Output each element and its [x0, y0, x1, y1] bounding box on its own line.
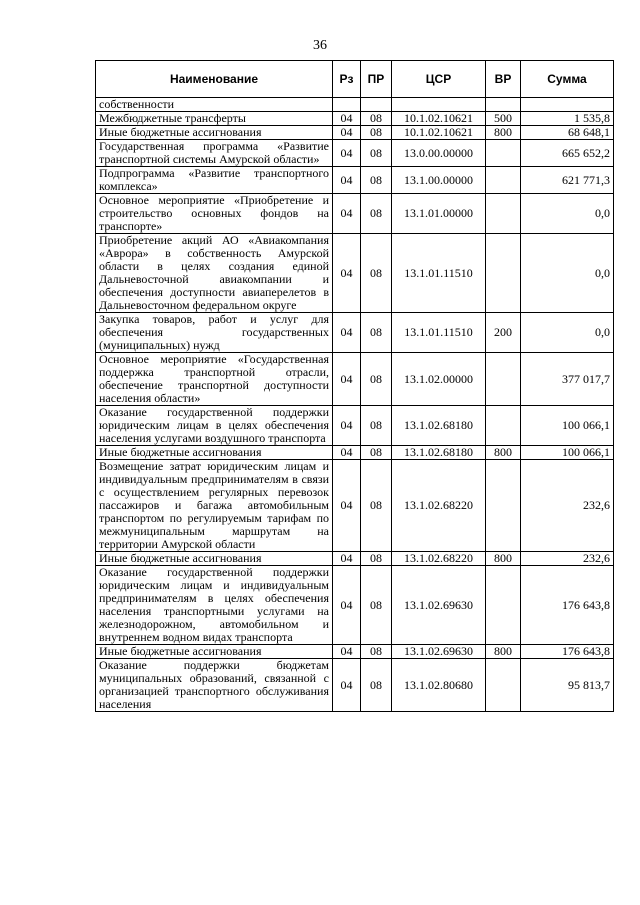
- table-row: [96, 140, 614, 167]
- cell-csr: 13.1.02.80680: [392, 659, 486, 712]
- cell-rz: 04: [333, 552, 361, 566]
- cell-rz: 04: [333, 234, 361, 313]
- cell-sum: 176 643,8: [521, 645, 614, 659]
- cell-csr: 13.1.01.00000: [392, 194, 486, 234]
- cell-pr: 08: [361, 167, 392, 194]
- cell-pr: 08: [361, 460, 392, 552]
- cell-name: собственности: [96, 98, 333, 112]
- cell-sum: 0,0: [521, 194, 614, 234]
- cell-rz: 04: [333, 313, 361, 353]
- cell-rz: 04: [333, 460, 361, 552]
- cell-vr: [486, 194, 521, 234]
- cell-vr: [486, 406, 521, 446]
- page-number: 36: [313, 38, 327, 53]
- cell-pr: 08: [361, 234, 392, 313]
- budget-table: [95, 60, 614, 712]
- cell-sum: 95 813,7: [521, 659, 614, 712]
- cell-pr: 08: [361, 659, 392, 712]
- cell-sum: 0,0: [521, 234, 614, 313]
- header-csr: ЦСР: [392, 61, 486, 98]
- cell-csr: 13.1.02.69630: [392, 566, 486, 645]
- cell-vr: [486, 167, 521, 194]
- cell-rz: 04: [333, 645, 361, 659]
- cell-name: Оказание государственной поддержки юридическим лицам и индивидуальным предпринимателям в целях обеспечения населения транспортными услугами на железнодорожном, автомобильном и внутреннем водном видах транспорта: [96, 566, 333, 645]
- cell-vr: 800: [486, 552, 521, 566]
- cell-csr: 10.1.02.10621: [392, 126, 486, 140]
- cell-sum: 665 652,2: [521, 140, 614, 167]
- cell-csr: 13.1.01.11510: [392, 313, 486, 353]
- header-rz: Рз: [333, 61, 361, 98]
- cell-pr: 08: [361, 566, 392, 645]
- cell-vr: 800: [486, 126, 521, 140]
- cell-name: Закупка товаров, работ и услуг для обеспечения государственных (муниципальных) нужд: [96, 313, 333, 353]
- cell-csr: 13.1.01.11510: [392, 234, 486, 313]
- header-sum: Сумма: [521, 61, 614, 98]
- cell-vr: 800: [486, 645, 521, 659]
- cell-pr: 08: [361, 552, 392, 566]
- cell-pr: 08: [361, 446, 392, 460]
- cell-pr: [361, 98, 392, 112]
- cell-rz: 04: [333, 194, 361, 234]
- cell-sum: 100 066,1: [521, 446, 614, 460]
- table-row: [96, 194, 614, 234]
- cell-rz: 04: [333, 167, 361, 194]
- cell-pr: 08: [361, 313, 392, 353]
- table-row: [96, 645, 614, 659]
- cell-sum: 377 017,7: [521, 353, 614, 406]
- cell-name: Иные бюджетные ассигнования: [96, 645, 333, 659]
- cell-vr: [486, 98, 521, 112]
- cell-name: Подпрограмма «Развитие транспортного комплекса»: [96, 167, 333, 194]
- cell-vr: [486, 659, 521, 712]
- cell-rz: 04: [333, 140, 361, 167]
- cell-name: Оказание государственной поддержки юридическим лицам в целях обеспечения населения услугами воздушного транспорта: [96, 406, 333, 446]
- cell-csr: 13.1.00.00000: [392, 167, 486, 194]
- cell-name: Оказание поддержки бюджетам муниципальных образований, связанной с организацией транспортного обслуживания населения: [96, 659, 333, 712]
- cell-name: Иные бюджетные ассигнования: [96, 552, 333, 566]
- cell-name: Государственная программа «Развитие транспортной системы Амурской области»: [96, 140, 333, 167]
- table-row: [96, 446, 614, 460]
- cell-csr: 13.1.02.69630: [392, 645, 486, 659]
- cell-csr: 13.1.02.68180: [392, 446, 486, 460]
- cell-vr: [486, 460, 521, 552]
- cell-vr: 800: [486, 446, 521, 460]
- table-row: [96, 353, 614, 406]
- cell-name: Иные бюджетные ассигнования: [96, 126, 333, 140]
- table-row: [96, 234, 614, 313]
- table-row: [96, 566, 614, 645]
- cell-csr: 13.1.02.68220: [392, 460, 486, 552]
- table-row: [96, 460, 614, 552]
- table-row: [96, 167, 614, 194]
- cell-vr: [486, 353, 521, 406]
- cell-rz: 04: [333, 446, 361, 460]
- cell-pr: 08: [361, 194, 392, 234]
- header-pr: ПР: [361, 61, 392, 98]
- cell-sum: [521, 98, 614, 112]
- table-row: [96, 406, 614, 446]
- cell-rz: 04: [333, 659, 361, 712]
- header-name: Наименование: [96, 61, 333, 98]
- cell-csr: 13.1.02.68220: [392, 552, 486, 566]
- cell-pr: 08: [361, 140, 392, 167]
- cell-csr: 13.1.02.00000: [392, 353, 486, 406]
- cell-sum: 621 771,3: [521, 167, 614, 194]
- cell-name: Основное мероприятие «Государственная поддержка транспортной отрасли, обеспечение транспортной доступности населения области»: [96, 353, 333, 406]
- cell-sum: 1 535,8: [521, 112, 614, 126]
- table-row: [96, 112, 614, 126]
- cell-sum: 68 648,1: [521, 126, 614, 140]
- cell-sum: 100 066,1: [521, 406, 614, 446]
- cell-sum: 232,6: [521, 460, 614, 552]
- cell-csr: 10.1.02.10621: [392, 112, 486, 126]
- cell-rz: 04: [333, 406, 361, 446]
- cell-sum: 232,6: [521, 552, 614, 566]
- table-row: [96, 313, 614, 353]
- cell-csr: [392, 98, 486, 112]
- cell-sum: 176 643,8: [521, 566, 614, 645]
- cell-rz: 04: [333, 353, 361, 406]
- cell-name: Межбюджетные трансферты: [96, 112, 333, 126]
- table-row: [96, 126, 614, 140]
- cell-name: Приобретение акций АО «Авиакомпания «Аврора» в собственность Амурской области в целях создания единой Дальневосточной авиакомпании и обеспечения доступности авиаперелетов в Дальневосточном федеральном округе: [96, 234, 333, 313]
- cell-rz: 04: [333, 566, 361, 645]
- cell-vr: [486, 234, 521, 313]
- cell-csr: 13.1.02.68180: [392, 406, 486, 446]
- cell-pr: 08: [361, 353, 392, 406]
- cell-rz: 04: [333, 112, 361, 126]
- cell-vr: [486, 140, 521, 167]
- table-row: [96, 98, 614, 112]
- cell-sum: 0,0: [521, 313, 614, 353]
- table-header-row: [96, 61, 614, 98]
- cell-name: Иные бюджетные ассигнования: [96, 446, 333, 460]
- cell-pr: 08: [361, 645, 392, 659]
- cell-pr: 08: [361, 112, 392, 126]
- cell-vr: 500: [486, 112, 521, 126]
- cell-pr: 08: [361, 406, 392, 446]
- cell-rz: 04: [333, 126, 361, 140]
- cell-pr: 08: [361, 126, 392, 140]
- cell-name: Основное мероприятие «Приобретение и строительство основных фондов на транспорте»: [96, 194, 333, 234]
- header-vr: ВР: [486, 61, 521, 98]
- table-row: [96, 552, 614, 566]
- cell-vr: 200: [486, 313, 521, 353]
- cell-rz: [333, 98, 361, 112]
- table-row: [96, 659, 614, 712]
- cell-csr: 13.0.00.00000: [392, 140, 486, 167]
- cell-vr: [486, 566, 521, 645]
- cell-name: Возмещение затрат юридическим лицам и индивидуальным предпринимателям в связи с осуществлением регулярных перевозок пассажиров и багажа автомобильным транспортом по регулируемым тарифам по межмуниципальным маршрутам на территории Амурской области: [96, 460, 333, 552]
